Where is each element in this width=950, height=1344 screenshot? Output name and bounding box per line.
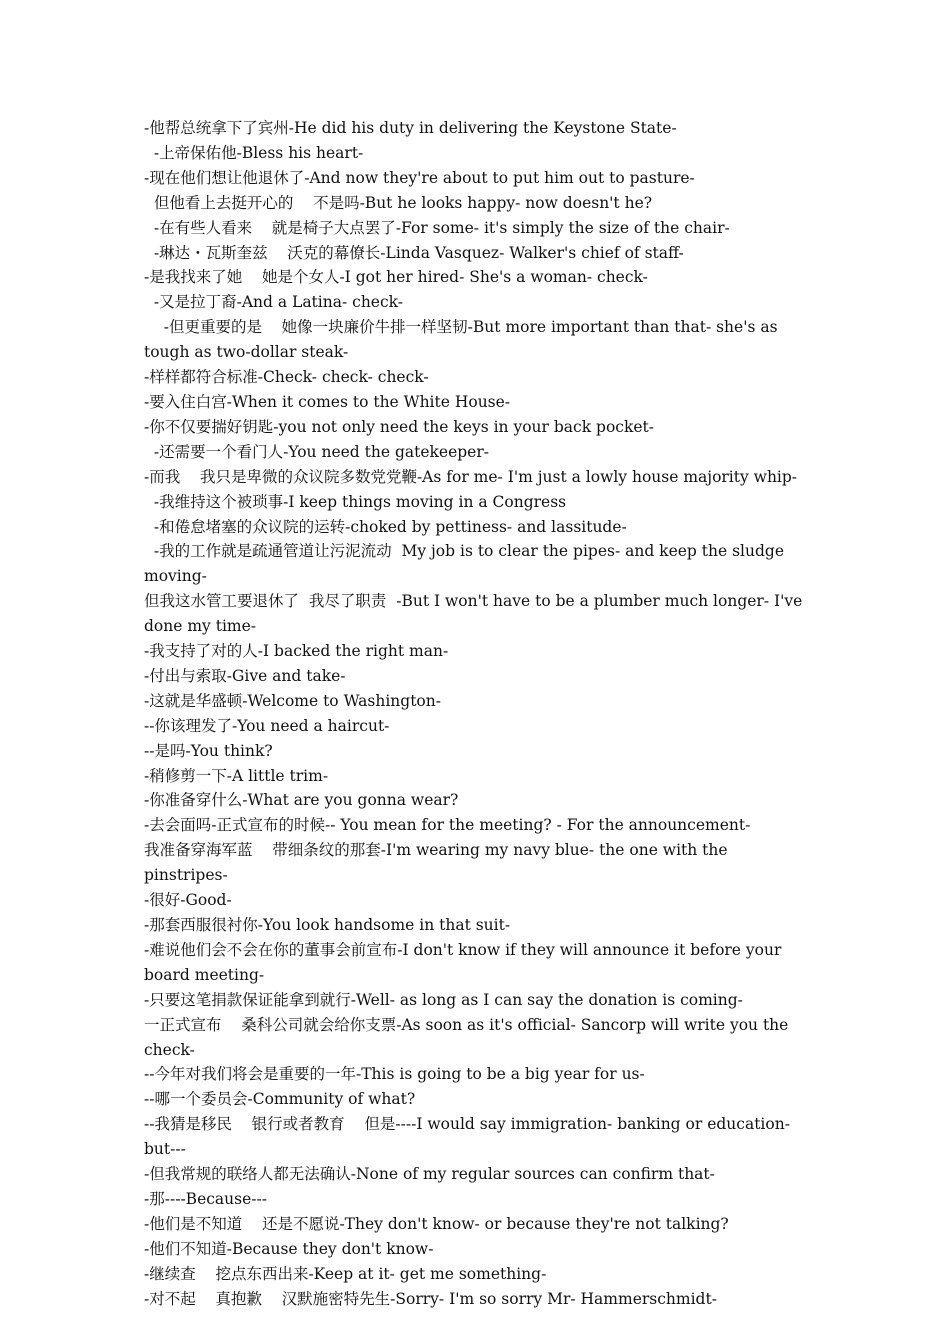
transcript-line: -继续查 挖点东西出来-Keep at it- get me something- [144,1264,547,1283]
transcript-line: -我支持了对的人-I backed the right man- [144,642,449,661]
transcript-line: -又是拉丁裔-And a Latina- check- [144,293,404,312]
transcript-line: -而我 我只是卑微的众议院多数党党鞭-As for me- I'm just a lowly house majority whip- [144,467,798,486]
transcript-line: --你该理发了-You need a haircut- [144,716,390,735]
transcript-line: --我猜是移民 银行或者教育 但是----I would say immigration- banking or education- but--- [144,1115,795,1159]
transcript-line: -他们是不知道 还是不愿说-They don't know- or because they're not talking? [144,1214,729,1233]
transcript-line: -样样都符合标准-Check- check- check- [144,368,429,387]
transcript-line: -是我找来了她 她是个女人-I got her hired- She's a woman- check- [144,268,648,287]
transcript-line: 一正式宣布 桑科公司就会给你支票-As soon as it's official- Sancorp will write you the check- [144,1015,794,1059]
transcript-line: -我的工作就是疏通管道让污泥流动 My job is to clear the pipes- and keep the sludge moving- [144,542,789,586]
transcript-line: -但更重要的是 她像一块廉价牛排一样坚韧-But more important than that- she's as tough as two-dollar steak- [144,318,783,362]
transcript-line: -上帝保佑他-Bless his heart- [144,143,364,162]
transcript-line: -琳达・瓦斯奎兹 沃克的幕僚长-Linda Vasquez- Walker's chief of staff- [144,243,684,262]
transcript-line: -稍修剪一下-A little trim- [144,766,329,785]
transcript-line: -付出与索取-Give and take- [144,666,346,685]
transcript-line: 但他看上去挺开心的 不是吗-But he looks happy- now doesn't he? [144,193,653,212]
transcript-line: -和倦怠堵塞的众议院的运转-choked by pettiness- and lassitude- [144,517,627,536]
transcript-line: 我准备穿海军蓝 带细条纹的那套-I'm wearing my navy blue- the one with the pinstripes- [144,841,733,885]
transcript-line: 但我这水管工要退休了 我尽了职责 -But I won't have to be a plumber much longer- I've done my time- [144,592,808,636]
transcript-line: --今年对我们将会是重要的一年-This is going to be a big year for us- [144,1065,645,1084]
transcript-line: -要入住白宫-When it comes to the White House- [144,392,511,411]
transcript-line: -这就是华盛顿-Welcome to Washington- [144,691,441,710]
transcript-line: -但我常规的联络人都无法确认-None of my regular sources can confirm that- [144,1165,715,1184]
transcript-line: -那----Because--- [144,1189,267,1208]
transcript-line: -他们不知道-Because they don't know- [144,1239,434,1258]
transcript-line: -现在他们想让他退休了-And now they're about to put him out to pasture- [144,168,695,187]
transcript-line: -我维持这个被琐事-I keep things moving in a Congress [144,492,567,511]
transcript-line: -很好-Good- [144,891,232,910]
transcript-line: -难说他们会不会在你的董事会前宣布-I don't know if they will announce it before your board meeting- [144,940,787,984]
transcript-line: --哪一个委员会-Community of what? [144,1090,416,1109]
transcript-line: -只要这笔捐款保证能拿到就行-Well- as long as I can say the donation is coming- [144,990,743,1009]
transcript-line: -在有些人看来 就是椅子大点罢了-For some- it's simply the size of the chair- [144,218,730,237]
transcript-line: -对不起 真抱歉 汉默施密特先生-Sorry- I'm so sorry Mr- Hammerschmidt- [144,1289,717,1308]
document-page [144,116,810,1312]
transcript-line: -你不仅要揣好钥匙-you not only need the keys in your back pocket- [144,417,654,436]
transcript-line: --是吗-You think? [144,741,273,760]
transcript-line: -还需要一个看门人-You need the gatekeeper- [144,442,489,461]
transcript-line: -那套西服很衬你-You look handsome in that suit- [144,916,511,934]
transcript-line: -你准备穿什么-What are you gonna wear? [144,791,459,810]
transcript-line: -他帮总统拿下了宾州-He did his duty in delivering the Keystone State- [144,119,677,137]
transcript-line: -去会面吗-正式宣布的时候-- You mean for the meeting? - For the announcement- [144,816,751,835]
